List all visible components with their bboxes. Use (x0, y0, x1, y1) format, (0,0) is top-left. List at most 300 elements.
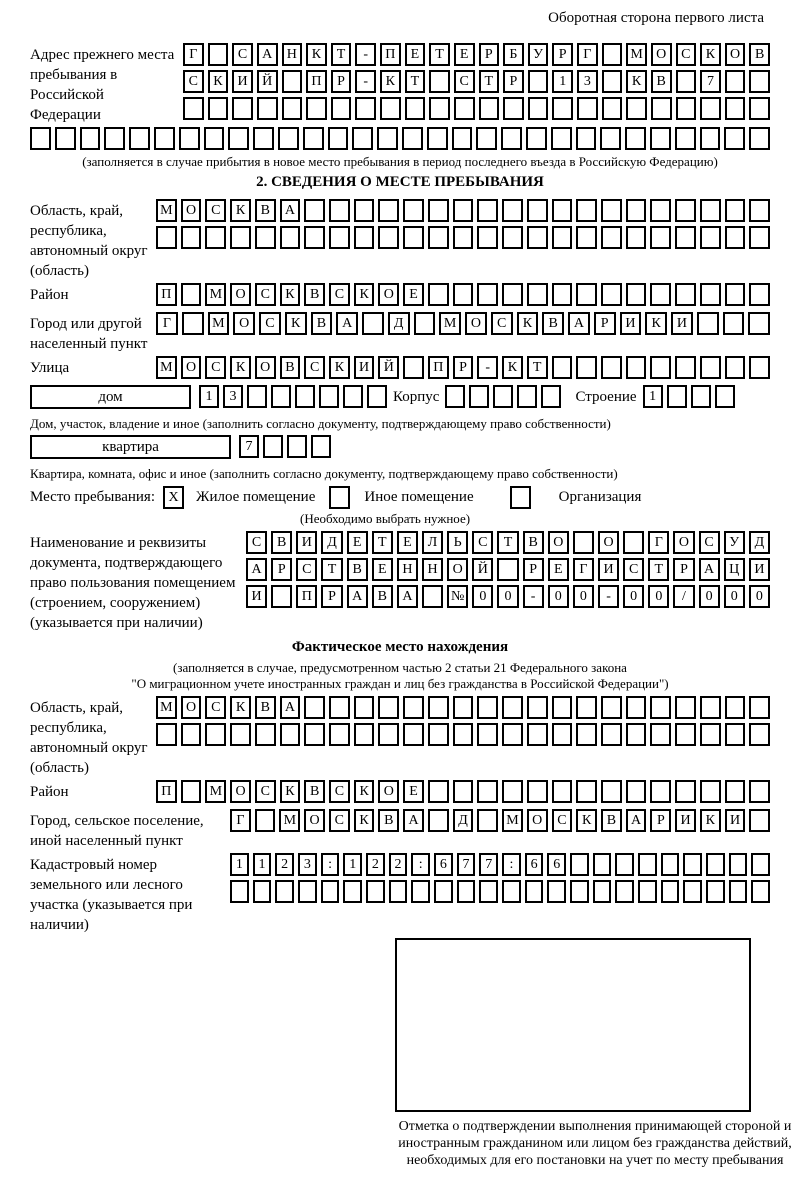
form-cell[interactable] (280, 226, 301, 249)
form-cell[interactable]: К (354, 809, 375, 832)
form-cell[interactable]: А (280, 696, 301, 719)
form-cell[interactable]: С (472, 531, 493, 554)
form-cell[interactable] (528, 97, 549, 120)
form-cell[interactable] (527, 696, 548, 719)
form-cell[interactable] (182, 312, 204, 335)
form-cell[interactable] (479, 880, 498, 903)
form-cell[interactable] (602, 70, 623, 93)
form-cell[interactable]: В (372, 585, 393, 608)
form-cell[interactable] (573, 531, 594, 554)
form-cell[interactable] (156, 723, 177, 746)
form-cell[interactable]: В (304, 283, 325, 306)
form-cell[interactable] (626, 780, 647, 803)
form-cell[interactable] (525, 880, 544, 903)
form-cell[interactable] (30, 127, 51, 150)
form-cell[interactable] (528, 70, 549, 93)
form-cell[interactable] (576, 199, 597, 222)
form-cell[interactable] (751, 853, 770, 876)
form-cell[interactable]: Л (422, 531, 443, 554)
form-cell[interactable] (601, 696, 622, 719)
form-cell[interactable]: 3 (223, 385, 243, 408)
form-cell[interactable]: К (380, 70, 401, 93)
form-cell[interactable]: О (378, 780, 399, 803)
form-cell[interactable]: С (623, 558, 644, 581)
form-cell[interactable]: В (311, 312, 333, 335)
form-cell[interactable] (526, 127, 547, 150)
form-cell[interactable] (352, 127, 373, 150)
form-cell[interactable]: М (626, 43, 647, 66)
form-cell[interactable] (602, 97, 623, 120)
form-cell[interactable]: Т (479, 70, 500, 93)
apartment-type-box[interactable]: квартира (30, 435, 231, 459)
form-cell[interactable] (411, 880, 430, 903)
form-cell[interactable] (638, 880, 657, 903)
form-cell[interactable]: К (208, 70, 229, 93)
form-cell[interactable] (749, 780, 770, 803)
form-cell[interactable]: Р (271, 558, 292, 581)
form-cell[interactable]: М (205, 283, 226, 306)
form-cell[interactable] (208, 43, 229, 66)
form-cell[interactable] (445, 385, 465, 408)
form-cell[interactable]: 2 (366, 853, 385, 876)
form-cell[interactable] (429, 97, 450, 120)
form-cell[interactable] (503, 97, 524, 120)
form-cell[interactable] (428, 199, 449, 222)
form-cell[interactable]: Р (479, 43, 500, 66)
form-cell[interactable] (355, 97, 376, 120)
form-cell[interactable]: Г (648, 531, 669, 554)
form-cell[interactable]: 1 (343, 853, 362, 876)
form-cell[interactable]: 1 (199, 385, 219, 408)
form-cell[interactable] (428, 809, 449, 832)
form-cell[interactable] (354, 696, 375, 719)
form-cell[interactable] (493, 385, 513, 408)
form-cell[interactable]: К (576, 809, 597, 832)
form-cell[interactable]: С (296, 558, 317, 581)
form-cell[interactable] (403, 723, 424, 746)
form-cell[interactable]: С (304, 356, 325, 379)
form-cell[interactable] (650, 283, 671, 306)
form-cell[interactable] (650, 696, 671, 719)
form-cell[interactable] (749, 356, 770, 379)
checkbox-other-premises[interactable] (329, 486, 350, 509)
form-cell[interactable] (319, 385, 339, 408)
form-cell[interactable] (724, 127, 745, 150)
form-cell[interactable]: Е (403, 283, 424, 306)
form-cell[interactable] (230, 880, 249, 903)
form-cell[interactable] (676, 70, 697, 93)
form-cell[interactable] (683, 880, 702, 903)
form-cell[interactable]: О (465, 312, 487, 335)
form-cell[interactable] (304, 226, 325, 249)
form-cell[interactable] (615, 880, 634, 903)
form-cell[interactable]: К (626, 70, 647, 93)
form-cell[interactable] (675, 356, 696, 379)
form-cell[interactable]: О (181, 696, 202, 719)
form-cell[interactable]: Е (403, 780, 424, 803)
form-cell[interactable] (725, 696, 746, 719)
form-cell[interactable] (552, 723, 573, 746)
form-cell[interactable]: К (354, 780, 375, 803)
form-cell[interactable] (527, 226, 548, 249)
form-cell[interactable]: Т (429, 43, 450, 66)
form-cell[interactable] (453, 696, 474, 719)
form-cell[interactable] (576, 356, 597, 379)
form-cell[interactable]: Г (573, 558, 594, 581)
form-cell[interactable] (700, 199, 721, 222)
checkbox-organization[interactable] (510, 486, 531, 509)
form-cell[interactable] (552, 780, 573, 803)
form-cell[interactable] (183, 97, 204, 120)
form-cell[interactable] (725, 97, 746, 120)
house-type-box[interactable]: дом (30, 385, 191, 409)
form-cell[interactable] (403, 696, 424, 719)
form-cell[interactable]: У (724, 531, 745, 554)
form-cell[interactable] (517, 385, 537, 408)
form-cell[interactable]: А (699, 558, 720, 581)
form-cell[interactable]: С (255, 283, 276, 306)
form-cell[interactable]: С (491, 312, 513, 335)
form-cell[interactable] (402, 127, 423, 150)
form-cell[interactable]: А (403, 809, 424, 832)
form-cell[interactable]: А (568, 312, 590, 335)
form-cell[interactable]: О (378, 283, 399, 306)
form-cell[interactable] (576, 283, 597, 306)
form-cell[interactable]: Д (749, 531, 770, 554)
form-cell[interactable]: М (156, 199, 177, 222)
form-cell[interactable]: О (230, 283, 251, 306)
form-cell[interactable] (253, 127, 274, 150)
form-cell[interactable]: 3 (298, 853, 317, 876)
form-cell[interactable]: М (439, 312, 461, 335)
form-cell[interactable] (181, 723, 202, 746)
form-cell[interactable] (477, 283, 498, 306)
form-cell[interactable] (552, 226, 573, 249)
form-cell[interactable] (331, 97, 352, 120)
form-cell[interactable]: Б (503, 43, 524, 66)
form-cell[interactable]: 1 (552, 70, 573, 93)
form-cell[interactable] (377, 127, 398, 150)
form-cell[interactable]: С (205, 356, 226, 379)
form-cell[interactable] (230, 723, 251, 746)
form-cell[interactable]: К (700, 43, 721, 66)
form-cell[interactable] (725, 780, 746, 803)
form-cell[interactable]: М (156, 696, 177, 719)
form-cell[interactable] (378, 226, 399, 249)
form-cell[interactable] (502, 283, 523, 306)
form-cell[interactable]: О (181, 199, 202, 222)
form-cell[interactable] (661, 853, 680, 876)
form-cell[interactable] (541, 385, 561, 408)
form-cell[interactable]: 6 (434, 853, 453, 876)
form-cell[interactable] (378, 723, 399, 746)
form-cell[interactable] (626, 283, 647, 306)
form-cell[interactable] (253, 880, 272, 903)
form-cell[interactable]: П (156, 780, 177, 803)
form-cell[interactable]: О (304, 809, 325, 832)
form-cell[interactable]: Е (397, 531, 418, 554)
form-cell[interactable]: М (279, 809, 300, 832)
form-cell[interactable] (453, 283, 474, 306)
form-cell[interactable] (179, 127, 200, 150)
form-cell[interactable]: 0 (749, 585, 770, 608)
form-cell[interactable] (675, 696, 696, 719)
form-cell[interactable]: : (321, 853, 340, 876)
form-cell[interactable] (593, 880, 612, 903)
form-cell[interactable]: И (354, 356, 375, 379)
form-cell[interactable]: Д (388, 312, 410, 335)
form-cell[interactable] (255, 226, 276, 249)
form-cell[interactable] (570, 880, 589, 903)
form-cell[interactable] (181, 226, 202, 249)
form-cell[interactable]: О (255, 356, 276, 379)
form-cell[interactable]: 0 (573, 585, 594, 608)
form-cell[interactable] (453, 226, 474, 249)
form-cell[interactable]: И (675, 809, 696, 832)
form-cell[interactable]: - (598, 585, 619, 608)
form-cell[interactable] (378, 199, 399, 222)
form-cell[interactable] (422, 585, 443, 608)
form-cell[interactable]: К (700, 809, 721, 832)
form-cell[interactable] (651, 97, 672, 120)
form-cell[interactable] (675, 283, 696, 306)
form-cell[interactable] (748, 312, 770, 335)
form-cell[interactable] (230, 226, 251, 249)
form-cell[interactable] (247, 385, 267, 408)
form-cell[interactable]: 3 (577, 70, 598, 93)
form-cell[interactable]: Т (405, 70, 426, 93)
form-cell[interactable] (691, 385, 711, 408)
form-cell[interactable]: Г (183, 43, 204, 66)
form-cell[interactable]: А (626, 809, 647, 832)
form-cell[interactable]: Р (650, 809, 671, 832)
form-cell[interactable] (255, 723, 276, 746)
form-cell[interactable] (497, 558, 518, 581)
form-cell[interactable]: К (280, 780, 301, 803)
form-cell[interactable] (477, 723, 498, 746)
form-cell[interactable] (675, 199, 696, 222)
form-cell[interactable]: К (306, 43, 327, 66)
form-cell[interactable]: Т (648, 558, 669, 581)
form-cell[interactable] (706, 880, 725, 903)
form-cell[interactable]: 1 (230, 853, 249, 876)
form-cell[interactable] (328, 127, 349, 150)
form-cell[interactable]: Е (372, 558, 393, 581)
form-cell[interactable] (749, 696, 770, 719)
form-cell[interactable] (428, 696, 449, 719)
form-cell[interactable] (502, 226, 523, 249)
form-cell[interactable]: П (296, 585, 317, 608)
form-cell[interactable] (477, 199, 498, 222)
form-cell[interactable] (650, 127, 671, 150)
form-cell[interactable] (623, 531, 644, 554)
form-cell[interactable] (129, 127, 150, 150)
form-cell[interactable]: С (329, 283, 350, 306)
form-cell[interactable]: В (255, 696, 276, 719)
form-cell[interactable]: А (280, 199, 301, 222)
form-cell[interactable] (602, 43, 623, 66)
form-cell[interactable] (600, 127, 621, 150)
form-cell[interactable]: 6 (547, 853, 566, 876)
form-cell[interactable] (749, 809, 770, 832)
form-cell[interactable] (601, 723, 622, 746)
form-cell[interactable]: В (749, 43, 770, 66)
form-cell[interactable] (650, 356, 671, 379)
form-cell[interactable] (576, 226, 597, 249)
form-cell[interactable] (723, 312, 745, 335)
form-cell[interactable]: 7 (479, 853, 498, 876)
form-cell[interactable] (329, 199, 350, 222)
form-cell[interactable] (271, 385, 291, 408)
form-cell[interactable] (156, 226, 177, 249)
form-cell[interactable] (477, 809, 498, 832)
form-cell[interactable]: Н (397, 558, 418, 581)
form-cell[interactable] (552, 199, 573, 222)
form-cell[interactable]: К (285, 312, 307, 335)
form-cell[interactable] (667, 385, 687, 408)
form-cell[interactable]: А (397, 585, 418, 608)
form-cell[interactable]: К (517, 312, 539, 335)
form-cell[interactable] (205, 723, 226, 746)
form-cell[interactable] (304, 696, 325, 719)
form-cell[interactable]: С (454, 70, 475, 93)
form-cell[interactable]: К (280, 283, 301, 306)
form-cell[interactable] (552, 356, 573, 379)
form-cell[interactable] (749, 226, 770, 249)
form-cell[interactable]: О (527, 809, 548, 832)
form-cell[interactable] (675, 780, 696, 803)
checkbox-residential[interactable]: X (163, 486, 184, 509)
form-cell[interactable] (661, 880, 680, 903)
form-cell[interactable] (700, 226, 721, 249)
form-cell[interactable] (725, 723, 746, 746)
form-cell[interactable] (389, 880, 408, 903)
form-cell[interactable] (551, 127, 572, 150)
form-cell[interactable] (257, 97, 278, 120)
form-cell[interactable] (650, 723, 671, 746)
form-cell[interactable] (749, 199, 770, 222)
form-cell[interactable]: О (725, 43, 746, 66)
form-cell[interactable]: И (246, 585, 267, 608)
form-cell[interactable]: Т (321, 558, 342, 581)
form-cell[interactable] (429, 70, 450, 93)
form-cell[interactable]: 1 (253, 853, 272, 876)
form-cell[interactable]: С (205, 696, 226, 719)
form-cell[interactable] (278, 127, 299, 150)
form-cell[interactable]: В (378, 809, 399, 832)
form-cell[interactable] (593, 853, 612, 876)
form-cell[interactable] (547, 880, 566, 903)
form-cell[interactable] (329, 723, 350, 746)
form-cell[interactable]: С (246, 531, 267, 554)
form-cell[interactable]: 7 (700, 70, 721, 93)
form-cell[interactable] (354, 226, 375, 249)
form-cell[interactable] (366, 880, 385, 903)
form-cell[interactable]: Г (577, 43, 598, 66)
form-cell[interactable] (295, 385, 315, 408)
form-cell[interactable] (502, 696, 523, 719)
form-cell[interactable] (343, 385, 363, 408)
form-cell[interactable]: Т (331, 43, 352, 66)
form-cell[interactable] (329, 226, 350, 249)
form-cell[interactable] (403, 199, 424, 222)
form-cell[interactable] (367, 385, 387, 408)
form-cell[interactable]: Р (453, 356, 474, 379)
form-cell[interactable] (650, 199, 671, 222)
form-cell[interactable]: В (280, 356, 301, 379)
form-cell[interactable] (477, 696, 498, 719)
form-cell[interactable] (228, 127, 249, 150)
form-cell[interactable] (287, 435, 307, 458)
form-cell[interactable]: С (552, 809, 573, 832)
form-cell[interactable]: Ц (724, 558, 745, 581)
form-cell[interactable] (303, 127, 324, 150)
form-cell[interactable] (403, 356, 424, 379)
form-cell[interactable]: П (380, 43, 401, 66)
form-cell[interactable]: С (699, 531, 720, 554)
form-cell[interactable] (502, 880, 521, 903)
form-cell[interactable]: - (355, 70, 376, 93)
form-cell[interactable]: О (548, 531, 569, 554)
form-cell[interactable] (362, 312, 384, 335)
form-cell[interactable] (453, 199, 474, 222)
form-cell[interactable]: О (447, 558, 468, 581)
form-cell[interactable] (271, 585, 292, 608)
form-cell[interactable]: П (306, 70, 327, 93)
form-cell[interactable]: Г (230, 809, 251, 832)
form-cell[interactable]: С (183, 70, 204, 93)
form-cell[interactable] (181, 780, 202, 803)
form-cell[interactable] (104, 127, 125, 150)
form-cell[interactable]: В (523, 531, 544, 554)
form-cell[interactable]: 0 (699, 585, 720, 608)
form-cell[interactable]: - (477, 356, 498, 379)
form-cell[interactable]: А (347, 585, 368, 608)
form-cell[interactable]: О (181, 356, 202, 379)
form-cell[interactable]: 7 (239, 435, 259, 458)
form-cell[interactable] (626, 226, 647, 249)
form-cell[interactable] (477, 226, 498, 249)
form-cell[interactable] (625, 127, 646, 150)
form-cell[interactable] (453, 780, 474, 803)
form-cell[interactable] (354, 723, 375, 746)
form-cell[interactable]: В (542, 312, 564, 335)
form-cell[interactable]: Р (552, 43, 573, 66)
form-cell[interactable] (700, 696, 721, 719)
form-cell[interactable]: М (502, 809, 523, 832)
form-cell[interactable] (626, 696, 647, 719)
form-cell[interactable]: : (502, 853, 521, 876)
form-cell[interactable]: 0 (623, 585, 644, 608)
form-cell[interactable] (380, 97, 401, 120)
form-cell[interactable] (626, 723, 647, 746)
form-cell[interactable] (749, 127, 770, 150)
form-cell[interactable]: 0 (497, 585, 518, 608)
form-cell[interactable]: К (329, 356, 350, 379)
form-cell[interactable]: Н (282, 43, 303, 66)
form-cell[interactable]: О (230, 780, 251, 803)
form-cell[interactable] (675, 723, 696, 746)
form-cell[interactable]: Н (422, 558, 443, 581)
form-cell[interactable]: Г (156, 312, 178, 335)
form-cell[interactable] (55, 127, 76, 150)
form-cell[interactable]: К (230, 356, 251, 379)
form-cell[interactable] (626, 356, 647, 379)
form-cell[interactable]: Т (497, 531, 518, 554)
form-cell[interactable]: С (676, 43, 697, 66)
form-cell[interactable]: А (257, 43, 278, 66)
form-cell[interactable]: В (255, 199, 276, 222)
